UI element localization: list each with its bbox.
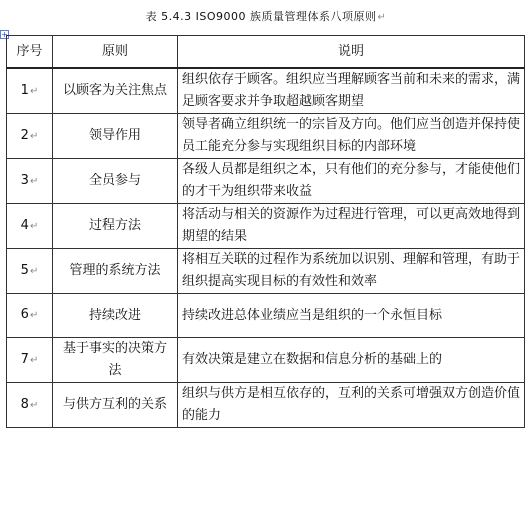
principle-cell <box>53 114 178 159</box>
table-row <box>7 383 525 428</box>
paragraph-mark: ↵ <box>29 85 39 97</box>
row-number: 7 <box>20 351 29 367</box>
description-cell <box>178 114 525 159</box>
principle-cell <box>53 68 178 114</box>
description-text: 组织依存于顾客。组织应当理解顾客当前和未来的需求，满足顾客要求并争取超越顾客期望 <box>182 72 521 109</box>
description-cell <box>178 68 525 114</box>
header-description: 说明 <box>178 36 525 69</box>
row-number-cell <box>7 114 53 159</box>
table-row <box>7 294 525 338</box>
description-text: 持续改进总体业绩应当是组织的一个永恒目标 <box>182 307 443 323</box>
principle-cell <box>53 338 178 383</box>
row-number-cell <box>7 294 53 338</box>
table-caption <box>0 8 532 24</box>
row-number-cell <box>7 68 53 114</box>
description-text: 有效决策是建立在数据和信息分析的基础上的 <box>182 352 443 367</box>
principle-text: 领导作用 <box>88 128 141 143</box>
principle-text: 全员参与 <box>88 173 141 188</box>
principle-cell <box>53 204 178 249</box>
principle-cell <box>53 159 178 204</box>
paragraph-mark: ↵ <box>29 130 39 142</box>
table-header-row <box>7 36 525 69</box>
description-cell <box>178 338 525 383</box>
row-number-cell <box>7 383 53 428</box>
paragraph-mark: ↵ <box>29 399 39 411</box>
principle-cell <box>53 249 178 294</box>
description-cell <box>178 383 525 428</box>
paragraph-mark: ↵ <box>29 220 39 232</box>
description-text: 各级人员都是组织之本，只有他们的充分参与，才能使他们的才干为组织带来收益 <box>182 162 521 199</box>
paragraph-mark: ↵ <box>29 265 39 277</box>
description-cell <box>178 204 525 249</box>
row-number: 1 <box>20 82 29 98</box>
row-number-cell <box>7 204 53 249</box>
paragraph-mark: ↵ <box>29 175 39 187</box>
caption-text: 表 5.4.3 ISO9000 族质量管理体系八项原则 <box>145 10 377 23</box>
description-cell <box>178 249 525 294</box>
row-number: 5 <box>20 262 29 278</box>
table-row <box>7 204 525 249</box>
row-number-cell <box>7 249 53 294</box>
table-row <box>7 114 525 159</box>
row-number: 6 <box>20 307 29 322</box>
row-number: 8 <box>20 396 29 412</box>
description-text: 领导者确立组织统一的宗旨及方向。他们应当创造并保持使员工能充分参与实现组织目标的内部环境 <box>182 117 521 154</box>
row-number: 3 <box>20 172 29 188</box>
header-no: 序号 <box>7 36 53 69</box>
row-number: 4 <box>20 217 29 233</box>
table-row <box>7 338 525 383</box>
principle-cell <box>53 383 178 428</box>
row-number: 2 <box>20 127 29 143</box>
table-body <box>7 68 525 428</box>
principle-text: 基于事实的决策方法 <box>62 341 167 378</box>
paragraph-mark: ↵ <box>29 354 39 366</box>
principle-text: 与供方互利的关系 <box>62 397 167 412</box>
principle-cell <box>53 294 178 338</box>
principles-table <box>6 35 525 428</box>
paragraph-mark: ↵ <box>29 310 39 321</box>
row-number-cell <box>7 159 53 204</box>
description-cell <box>178 159 525 204</box>
description-text: 将活动与相关的资源作为过程进行管理，可以更高效地得到期望的结果 <box>182 207 521 244</box>
row-number-cell <box>7 338 53 383</box>
table-row <box>7 68 525 114</box>
table-move-handle-icon[interactable]: + <box>1 30 8 39</box>
principle-text: 管理的系统方法 <box>69 263 161 278</box>
principle-text: 持续改进 <box>88 307 141 323</box>
principle-text: 以顾客为关注焦点 <box>62 83 167 98</box>
description-cell <box>178 294 525 338</box>
principle-text: 过程方法 <box>88 218 141 233</box>
description-text: 将相互关联的过程作为系统加以识别、理解和管理，有助于组织提高实现目标的有效性和效率 <box>182 252 521 289</box>
table-row <box>7 249 525 294</box>
description-text: 组织与供方是相互依存的，互利的关系可增强双方创造价值的能力 <box>182 386 521 423</box>
header-principle: 原则 <box>53 36 178 69</box>
paragraph-mark: ↵ <box>377 12 387 23</box>
table-row <box>7 159 525 204</box>
